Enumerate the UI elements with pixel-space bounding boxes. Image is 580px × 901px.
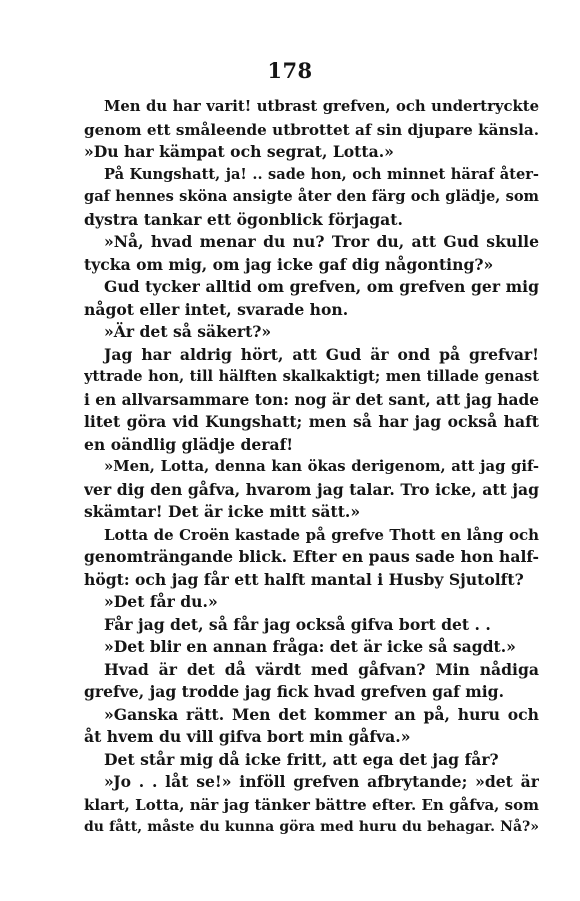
text-line: På Kungshatt, ja! .. sade hon, och minnet häraf åter- (104, 165, 539, 183)
text-line: »Är det så säkert?» (104, 322, 272, 341)
text-line: i en allvarsammare ton: nog är det sant, att jag hade (84, 390, 539, 409)
text-line: ver dig den gåfva, hvarom jag talar. Tro icke, att jag (84, 479, 539, 499)
text-line: »Ganska rätt. Men det kommer an på, huru och (104, 704, 539, 724)
text-line: du fått, måste du kunna göra med huru du behagar. Nå?» (84, 819, 539, 835)
text-line: Det står mig då icke fritt, att ega det jag får? (104, 749, 499, 769)
text-line: Gud tycker alltid om grefven, om grefven ger mig (104, 277, 539, 296)
body-text (84, 96, 539, 839)
text-line: en oändlig glädje deraf! (84, 434, 294, 454)
text-line: klart, Lotta, när jag tänker bättre efter. En gåfva, som (84, 795, 539, 814)
text-line: genomträngande blick. Efter en paus sade hon half- (84, 547, 539, 566)
text-line: Men du har varit! utbrast grefven, och undertryckte (104, 98, 539, 115)
text-line: Lotta de Croën kastade på grefve Thott en lång och (104, 525, 539, 544)
text-line: »Du har kämpat och segrat, Lotta.» (84, 142, 394, 161)
text-line: Hvad är det då värdt med gåfvan? Min nådiga (104, 659, 539, 679)
text-line: åt hvem du vill gifva bort min gåfva.» (84, 727, 411, 746)
text-line: »Det blir en annan fråga: det är icke så sagdt.» (104, 637, 516, 656)
page-number: 178 (267, 58, 313, 83)
text-line: skämtar! Det är icke mitt sätt.» (84, 502, 361, 521)
text-line: genom ett småleende utbrottet af sin djupare känsla. (84, 120, 539, 139)
text-line: högt: och jag får ett halft mantal i Husby Sjutolft? (84, 569, 524, 589)
text-line: gaf hennes sköna ansigte åter den färg och glädje, som (84, 188, 539, 205)
text-line: något eller intet, svarade hon. (84, 299, 349, 319)
text-line: tycka om mig, om jag icke gaf dig någonting?» (84, 254, 494, 274)
text-line: dystra tankar ett ögonblick förjagat. (84, 209, 403, 229)
text-line: grefve, jag trodde jag fick hvad grefven gaf mig. (84, 682, 505, 701)
text-line: »Jo . . låt se!» inföll grefven afbrytande; »det är (104, 772, 539, 791)
text-line: »Det får du.» (104, 592, 218, 611)
text-line: yttrade hon, till hälften skalkaktigt; men tillade genast (84, 368, 539, 385)
text-line: »Men, Lotta, denna kan ökas derigenom, att jag gif- (104, 458, 539, 475)
text-line: Får jag det, så får jag också gifva bort det . . (104, 614, 491, 634)
text-line: »Nå, hvad menar du nu? Tror du, att Gud skulle (104, 232, 539, 251)
text-line: litet göra vid Kungshatt; men så har jag också haft (84, 412, 539, 431)
text-line: Jag har aldrig hört, att Gud är ond på grefvar! (104, 344, 539, 364)
